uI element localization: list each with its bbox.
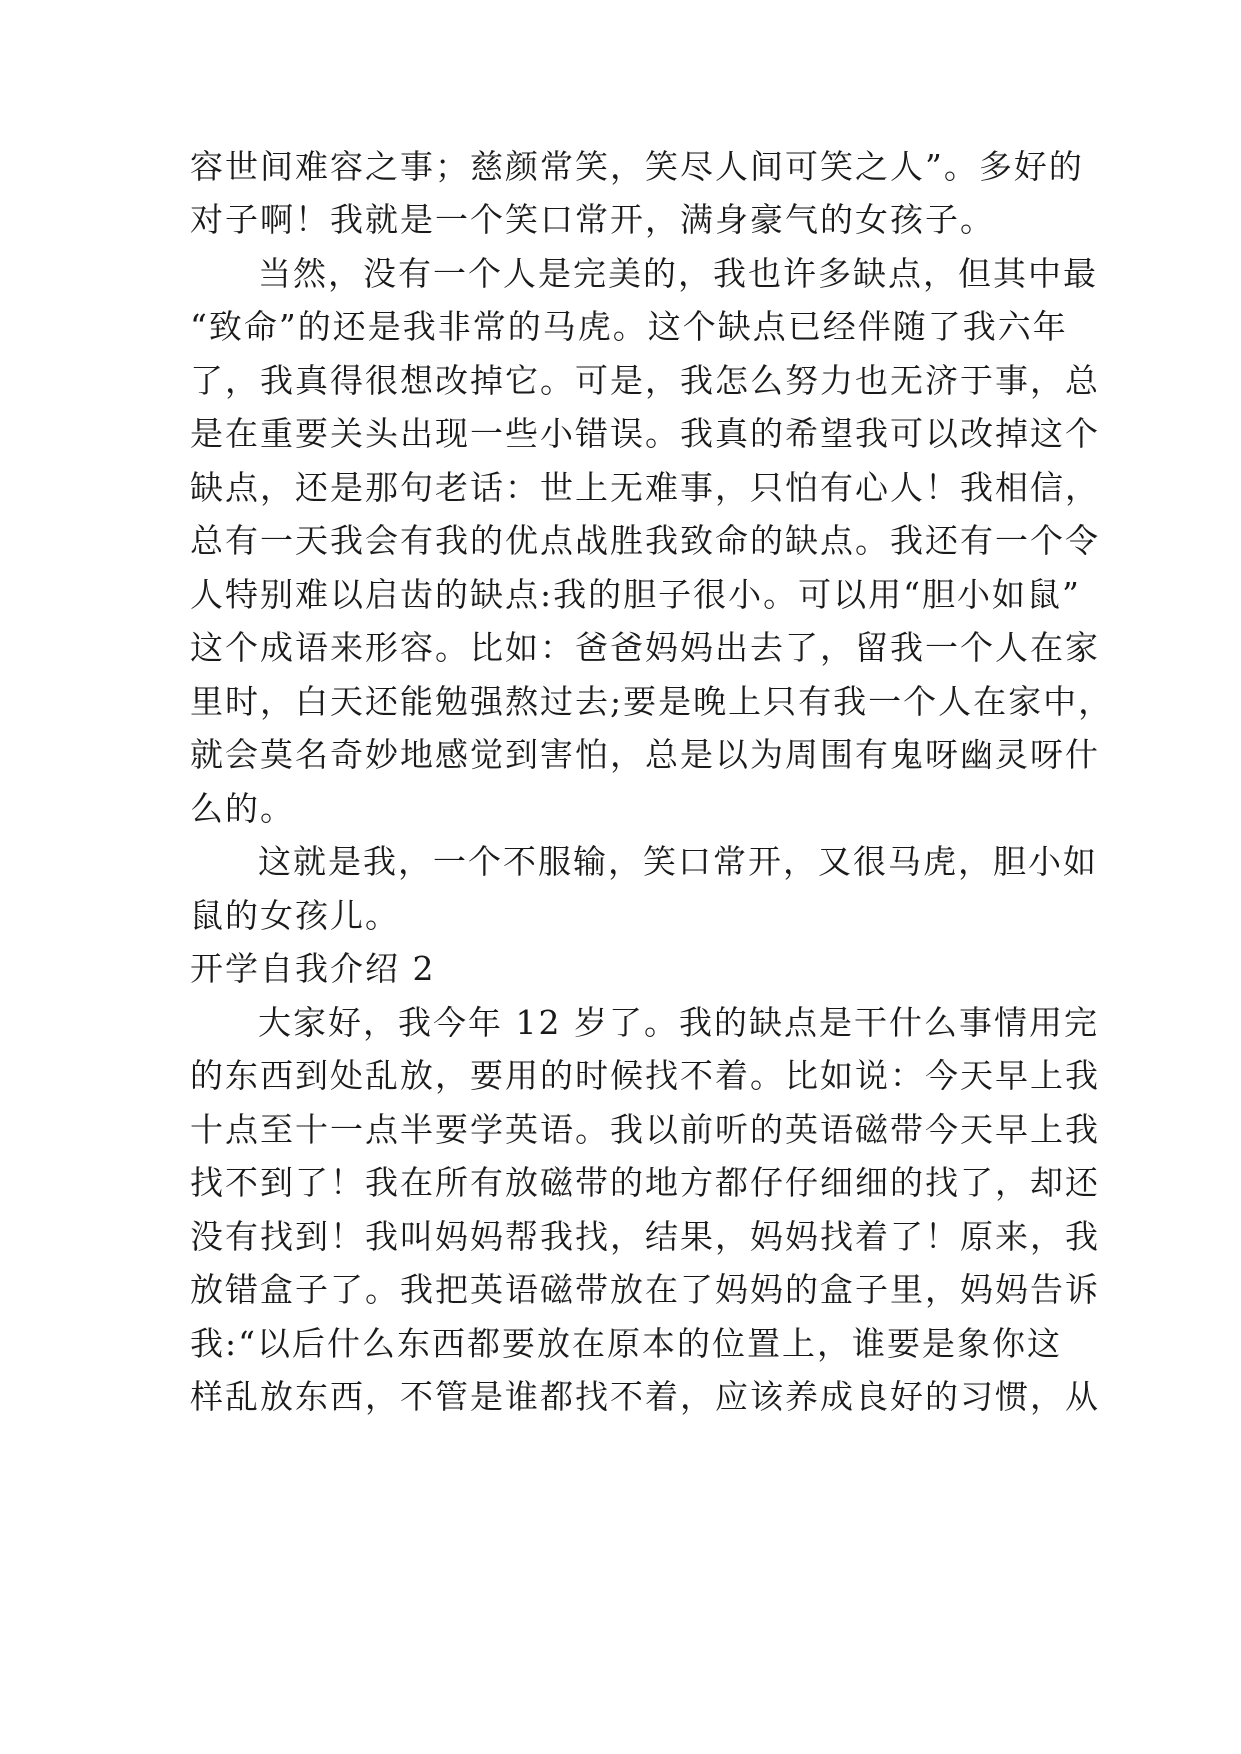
text-line: 我:“以后什么东西都要放在原本的位置上，谁要是象你这 <box>190 1324 1062 1363</box>
text-line: 就会莫名奇妙地感觉到害怕，总是以为周围有鬼呀幽灵呀什 <box>190 735 1100 774</box>
text-line: 大家好，我今年 12 岁了。我的缺点是干什么事情用完 <box>258 1003 1099 1042</box>
text-line: 是在重要关头出现一些小错误。我真的希望我可以改掉这个 <box>190 414 1100 453</box>
text-line: “致命”的还是我非常的马虎。这个缺点已经伴随了我六年 <box>190 307 1068 346</box>
text-line: 总有一天我会有我的优点战胜我致命的缺点。我还有一个令 <box>190 521 1100 560</box>
text-line: 这个成语来形容。比如：爸爸妈妈出去了，留我一个人在家 <box>190 628 1100 667</box>
text-line: 十点至十一点半要学英语。我以前听的英语磁带今天早上我 <box>190 1110 1100 1149</box>
text-line: 缺点，还是那句老话：世上无难事，只怕有心人！我相信， <box>190 468 1100 507</box>
text-line: 容世间难容之事；慈颜常笑，笑尽人间可笑之人”。多好的 <box>190 147 1084 186</box>
text-line: 的东西到处乱放，要用的时候找不着。比如说：今天早上我 <box>190 1056 1100 1095</box>
text-line: 这就是我，一个不服输，笑口常开，又很马虎，胆小如 <box>258 842 1098 881</box>
text-line: 对子啊！我就是一个笑口常开，满身豪气的女孩子。 <box>190 200 995 239</box>
text-line: 里时，白天还能勉强熬过去;要是晚上只有我一个人在家中， <box>190 682 1114 721</box>
text-line: 人特别难以启齿的缺点:我的胆子很小。可以用“胆小如鼠” <box>190 575 1081 614</box>
text-line: 找不到了！我在所有放磁带的地方都仔仔细细的找了，却还 <box>190 1163 1100 1202</box>
text-line: 鼠的女孩儿。 <box>190 896 400 935</box>
text-line: 么的。 <box>190 789 295 828</box>
text-line: 样乱放东西，不管是谁都找不着，应该养成良好的习惯，从 <box>190 1377 1100 1416</box>
text-line: 没有找到！我叫妈妈帮我找，结果，妈妈找着了！原来，我 <box>190 1217 1100 1256</box>
text-line: 当然，没有一个人是完美的，我也许多缺点，但其中最 <box>258 254 1098 293</box>
text-line: 放错盒子了。我把英语磁带放在了妈妈的盒子里，妈妈告诉 <box>190 1270 1100 1309</box>
section-heading: 开学自我介绍 2 <box>190 949 436 988</box>
text-line: 了，我真得很想改掉它。可是，我怎么努力也无济于事，总 <box>190 361 1100 400</box>
